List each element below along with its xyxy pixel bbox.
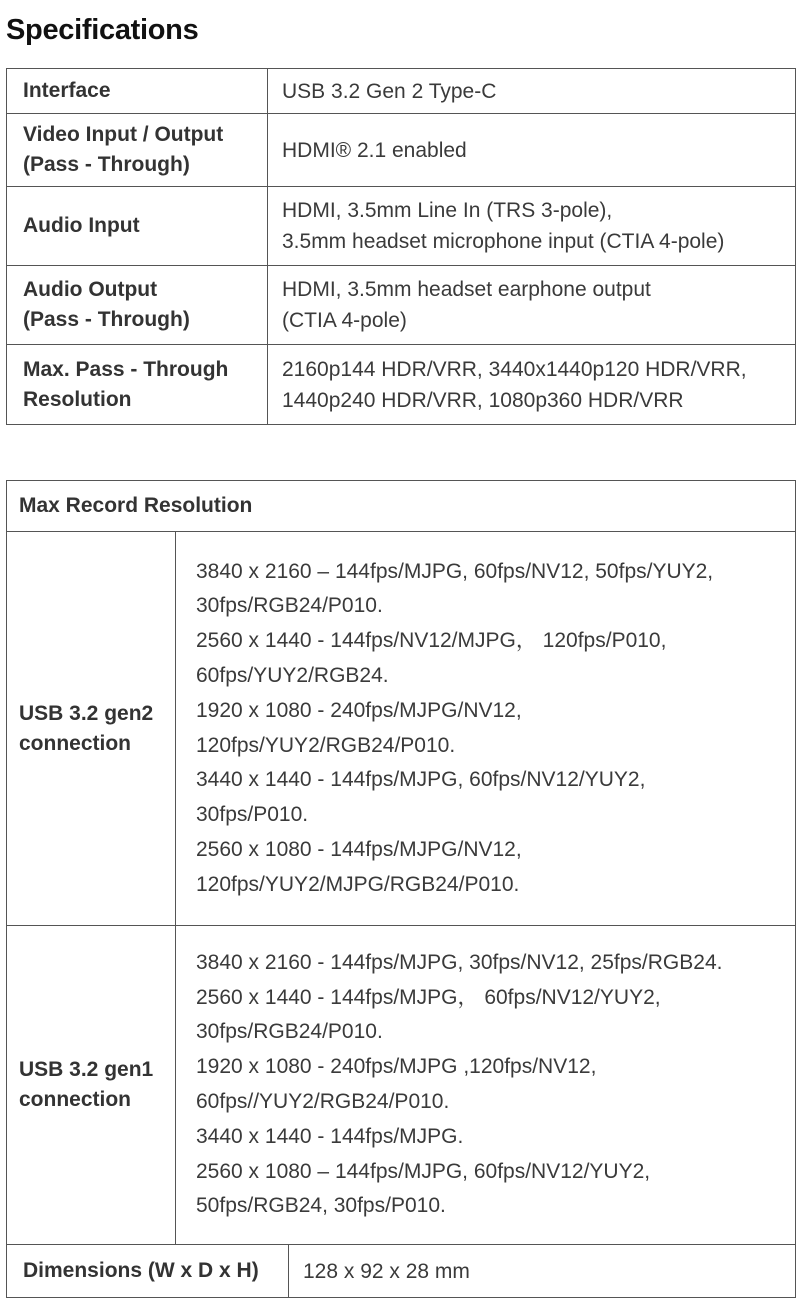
spec-value-video bbox=[268, 114, 796, 187]
record-value-gen1 bbox=[176, 926, 796, 1245]
record-line: 2560 x 1080 - 144fps/MJPG/NV12, bbox=[196, 837, 522, 861]
spec-label-line: (Pass - Through) bbox=[23, 308, 190, 331]
record-resolution-table bbox=[6, 480, 796, 1245]
record-line: 30fps/RGB24/P010. bbox=[196, 594, 383, 618]
spec-value-max-passthrough bbox=[268, 345, 796, 425]
record-line: 120fps/YUY2/MJPG/RGB24/P010. bbox=[196, 872, 520, 896]
record-header-row bbox=[7, 481, 796, 532]
spec-row-max-passthrough bbox=[7, 345, 796, 425]
record-line: 120fps/YUY2/RGB24/P010. bbox=[196, 733, 456, 757]
page-title: Specifications bbox=[6, 14, 199, 46]
spec-table bbox=[6, 68, 796, 425]
spec-label-line: Audio Output bbox=[23, 278, 158, 301]
record-label-line: connection bbox=[19, 1088, 132, 1111]
spec-value-line: 3.5mm headset microphone input (CTIA 4-pole) bbox=[282, 230, 725, 253]
record-line: 3440 x 1440 - 144fps/MJPG, 60fps/NV12/YUY2, bbox=[196, 768, 646, 792]
spec-value-line: 2160p144 HDR/VRR, 3440x1440p120 HDR/VRR, bbox=[282, 357, 747, 381]
spec-row-interface bbox=[7, 69, 796, 114]
spec-label-line: (Pass - Through) bbox=[23, 153, 190, 176]
record-line: 2560 x 1440 - 144fps/NV12/MJPG， 120fps/P010, bbox=[196, 629, 667, 653]
spec-label-line: Audio Input bbox=[23, 214, 140, 237]
record-line: 60fps/YUY2/RGB24. bbox=[196, 663, 389, 687]
record-line: 30fps/P010. bbox=[196, 803, 309, 827]
record-label-line: USB 3.2 gen1 bbox=[19, 1058, 154, 1081]
spec-value-line: HDMI® 2.1 enabled bbox=[282, 138, 467, 162]
spec-label-line: Interface bbox=[23, 79, 111, 102]
record-label-gen1 bbox=[7, 926, 176, 1245]
spec-label-line: Resolution bbox=[23, 387, 132, 411]
spec-value-line: 1440p240 HDR/VRR, 1080p360 HDR/VRR bbox=[282, 388, 684, 412]
spec-value-line: HDMI, 3.5mm headset earphone output bbox=[282, 278, 651, 301]
spec-label-line: Max. Pass - Through bbox=[23, 357, 229, 381]
record-line: 60fps//YUY2/RGB24/P010. bbox=[196, 1090, 450, 1113]
record-line: 3840 x 2160 - 144fps/MJPG, 30fps/NV12, 25fps/RGB24. bbox=[196, 950, 723, 974]
spec-label-line: Video Input / Output bbox=[23, 123, 224, 146]
record-line: 3840 x 2160 – 144fps/MJPG, 60fps/NV12, 50fps/YUY2, bbox=[196, 559, 714, 583]
spec-value-line: HDMI, 3.5mm Line In (TRS 3-pole), bbox=[282, 199, 613, 222]
record-line: 1920 x 1080 - 240fps/MJPG/NV12, bbox=[196, 698, 522, 722]
dimensions-value: 128 x 92 x 28 mm bbox=[289, 1245, 796, 1298]
spec-value-audio-input bbox=[268, 187, 796, 266]
record-row-gen2 bbox=[7, 532, 796, 926]
record-line: 1920 x 1080 - 240fps/MJPG ,120fps/NV12, bbox=[196, 1055, 597, 1079]
dimensions-table bbox=[6, 1244, 796, 1298]
spec-label-audio-input bbox=[7, 187, 268, 266]
spec-value-line: (CTIA 4-pole) bbox=[282, 309, 407, 332]
record-line: 3440 x 1440 - 144fps/MJPG. bbox=[196, 1124, 464, 1148]
record-line: 2560 x 1080 – 144fps/MJPG, 60fps/NV12/YUY2, bbox=[196, 1159, 651, 1183]
record-label-line: connection bbox=[19, 731, 132, 755]
spec-value-line: USB 3.2 Gen 2 Type-C bbox=[282, 79, 497, 103]
spec-row-audio-output bbox=[7, 266, 796, 345]
record-label-gen2 bbox=[7, 532, 176, 926]
spec-label-max-passthrough bbox=[7, 345, 268, 425]
spec-label-interface bbox=[7, 69, 268, 114]
record-line: 2560 x 1440 - 144fps/MJPG， 60fps/NV12/YUY2, bbox=[196, 985, 661, 1009]
spec-row-audio-input bbox=[7, 187, 796, 266]
record-header: Max Record Resolution bbox=[7, 481, 796, 532]
record-label-line: USB 3.2 gen2 bbox=[19, 701, 154, 725]
record-row-gen1 bbox=[7, 926, 796, 1245]
record-value-gen2 bbox=[176, 532, 796, 926]
spec-row-video bbox=[7, 114, 796, 187]
dimensions-label: Dimensions (W x D x H) bbox=[7, 1245, 289, 1298]
spec-label-video bbox=[7, 114, 268, 187]
spec-value-audio-output bbox=[268, 266, 796, 345]
spec-value-interface bbox=[268, 69, 796, 114]
record-line: 50fps/RGB24, 30fps/P010. bbox=[196, 1194, 446, 1218]
record-line: 30fps/RGB24/P010. bbox=[196, 1020, 383, 1044]
dimensions-row bbox=[7, 1245, 796, 1298]
spec-label-audio-output bbox=[7, 266, 268, 345]
